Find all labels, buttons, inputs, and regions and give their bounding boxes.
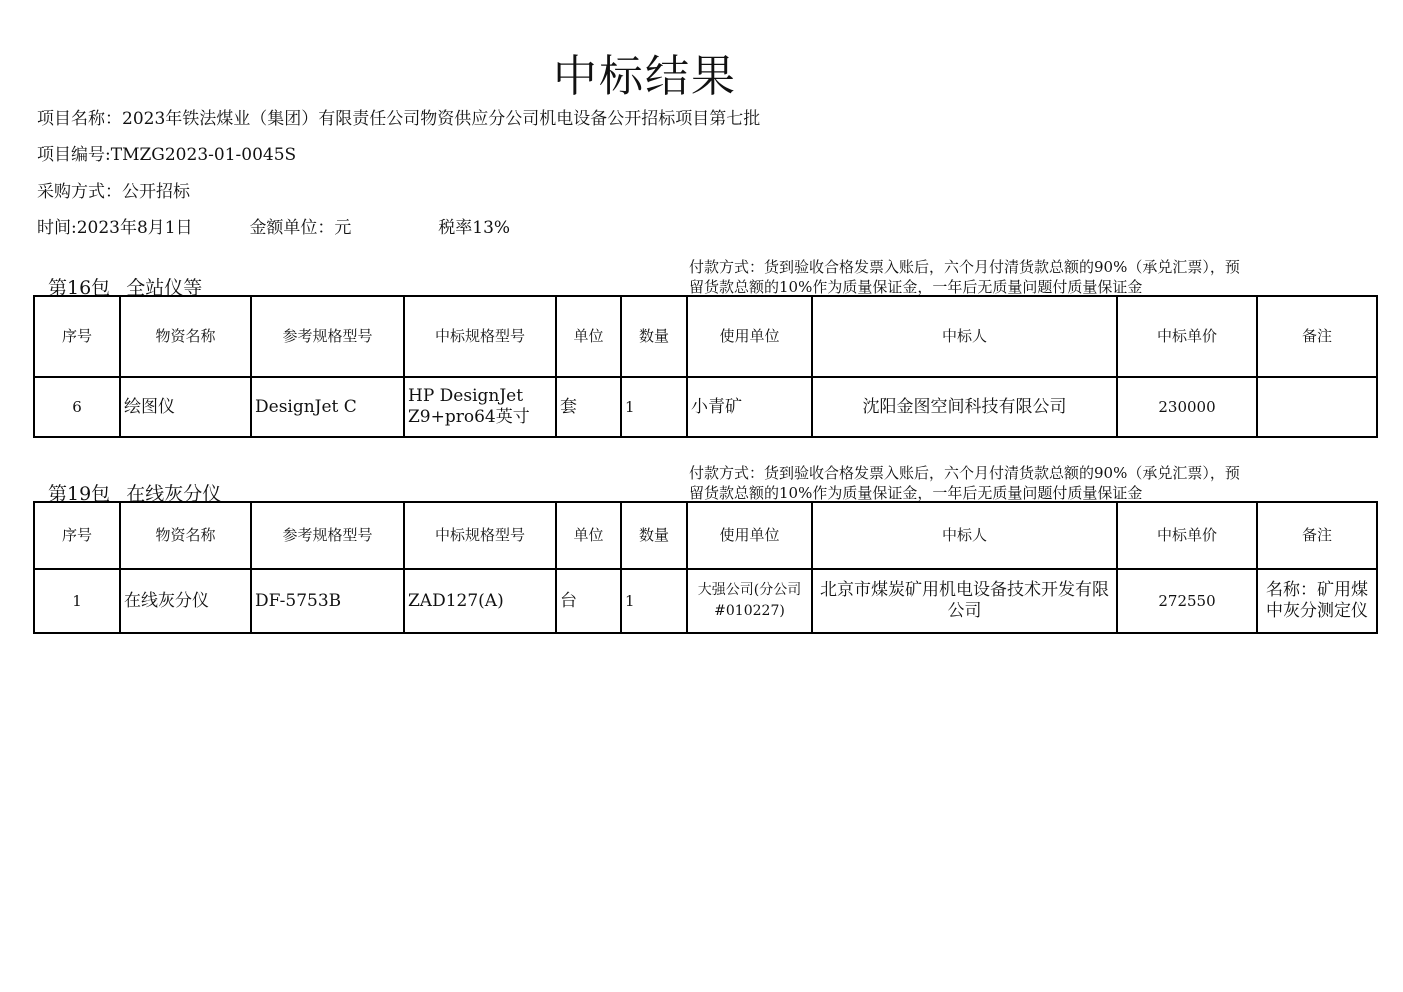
header-cell: 数量 xyxy=(621,502,687,569)
cell-qty: 1 xyxy=(621,569,687,633)
cell-seq: 1 xyxy=(34,569,120,633)
package-number: 第19包 xyxy=(48,483,111,505)
date-text: 时间:2023年8月1日 xyxy=(37,218,193,238)
payment-terms: 付款方式：货到验收合格发票入账后，六个月付清货款总额的90%（承兑汇票），预留货款总额的10%作为质量保证金，一年后无质量问题付质量保证金 xyxy=(689,464,1240,502)
cell-price: 230000 xyxy=(1117,377,1257,437)
cell-material: 绘图仪 xyxy=(120,377,251,437)
cell-remark xyxy=(1257,377,1377,437)
cell-winner: 沈阳金图空间科技有限公司 xyxy=(812,377,1117,437)
payment-terms: 付款方式：货到验收合格发票入账后，六个月付清货款总额的90%（承兑汇票），预留货款总额的10%作为质量保证金，一年后无质量问题付质量保证金 xyxy=(689,258,1240,296)
header-cell: 序号 xyxy=(34,296,120,377)
header-cell: 物资名称 xyxy=(120,502,251,569)
package-table xyxy=(33,295,1378,438)
table-header-row xyxy=(34,296,1377,377)
header-cell: 使用单位 xyxy=(687,296,812,377)
cell-ref-spec: DesignJet C xyxy=(251,377,404,437)
header-cell: 物资名称 xyxy=(120,296,251,377)
cell-winner: 北京市煤炭矿用机电设备技术开发有限公司 xyxy=(812,569,1117,633)
header-cell: 参考规格型号 xyxy=(251,296,404,377)
cell-ref-spec: DF-5753B xyxy=(251,569,404,633)
table-row xyxy=(34,377,1377,437)
cell-user: 小青矿 xyxy=(687,377,812,437)
cell-unit: 台 xyxy=(556,569,621,633)
page-title: 中标结果 xyxy=(553,51,737,102)
header-cell: 中标单价 xyxy=(1117,502,1257,569)
header-cell: 参考规格型号 xyxy=(251,502,404,569)
cell-win-spec: HP DesignJet Z9+pro64英寸 xyxy=(404,377,556,437)
cell-material: 在线灰分仪 xyxy=(120,569,251,633)
header-cell: 使用单位 xyxy=(687,502,812,569)
header-cell: 备注 xyxy=(1257,502,1377,569)
cell-remark: 名称：矿用煤中灰分测定仪 xyxy=(1257,569,1377,633)
package-table xyxy=(33,501,1378,634)
project-code: 项目编号:TMZG2023-01-0045S xyxy=(37,145,297,165)
table-header-row xyxy=(34,502,1377,569)
cell-price: 272550 xyxy=(1117,569,1257,633)
header-cell: 单位 xyxy=(556,502,621,569)
cell-qty: 1 xyxy=(621,377,687,437)
package-number: 第16包 xyxy=(48,277,111,299)
package-name: 在线灰分仪 xyxy=(126,483,222,505)
tax-rate: 税率13% xyxy=(438,218,511,238)
table-row xyxy=(34,569,1377,633)
package-name: 全站仪等 xyxy=(126,277,203,299)
cell-win-spec: ZAD127(A) xyxy=(404,569,556,633)
project-name: 项目名称：2023年铁法煤业（集团）有限责任公司物资供应分公司机电设备公开招标项目第七批 xyxy=(37,109,761,129)
header-cell: 中标人 xyxy=(812,296,1117,377)
cell-unit: 套 xyxy=(556,377,621,437)
header-cell: 中标规格型号 xyxy=(404,296,556,377)
header-cell: 数量 xyxy=(621,296,687,377)
header-cell: 中标单价 xyxy=(1117,296,1257,377)
currency-unit: 金额单位：元 xyxy=(249,218,352,238)
header-cell: 序号 xyxy=(34,502,120,569)
procurement-method: 采购方式：公开招标 xyxy=(37,182,190,202)
header-cell: 单位 xyxy=(556,296,621,377)
header-cell: 备注 xyxy=(1257,296,1377,377)
cell-user: 大强公司(分公司#010227) xyxy=(687,569,812,633)
header-cell: 中标人 xyxy=(812,502,1117,569)
cell-seq: 6 xyxy=(34,377,120,437)
header-cell: 中标规格型号 xyxy=(404,502,556,569)
meta-line xyxy=(37,213,510,238)
